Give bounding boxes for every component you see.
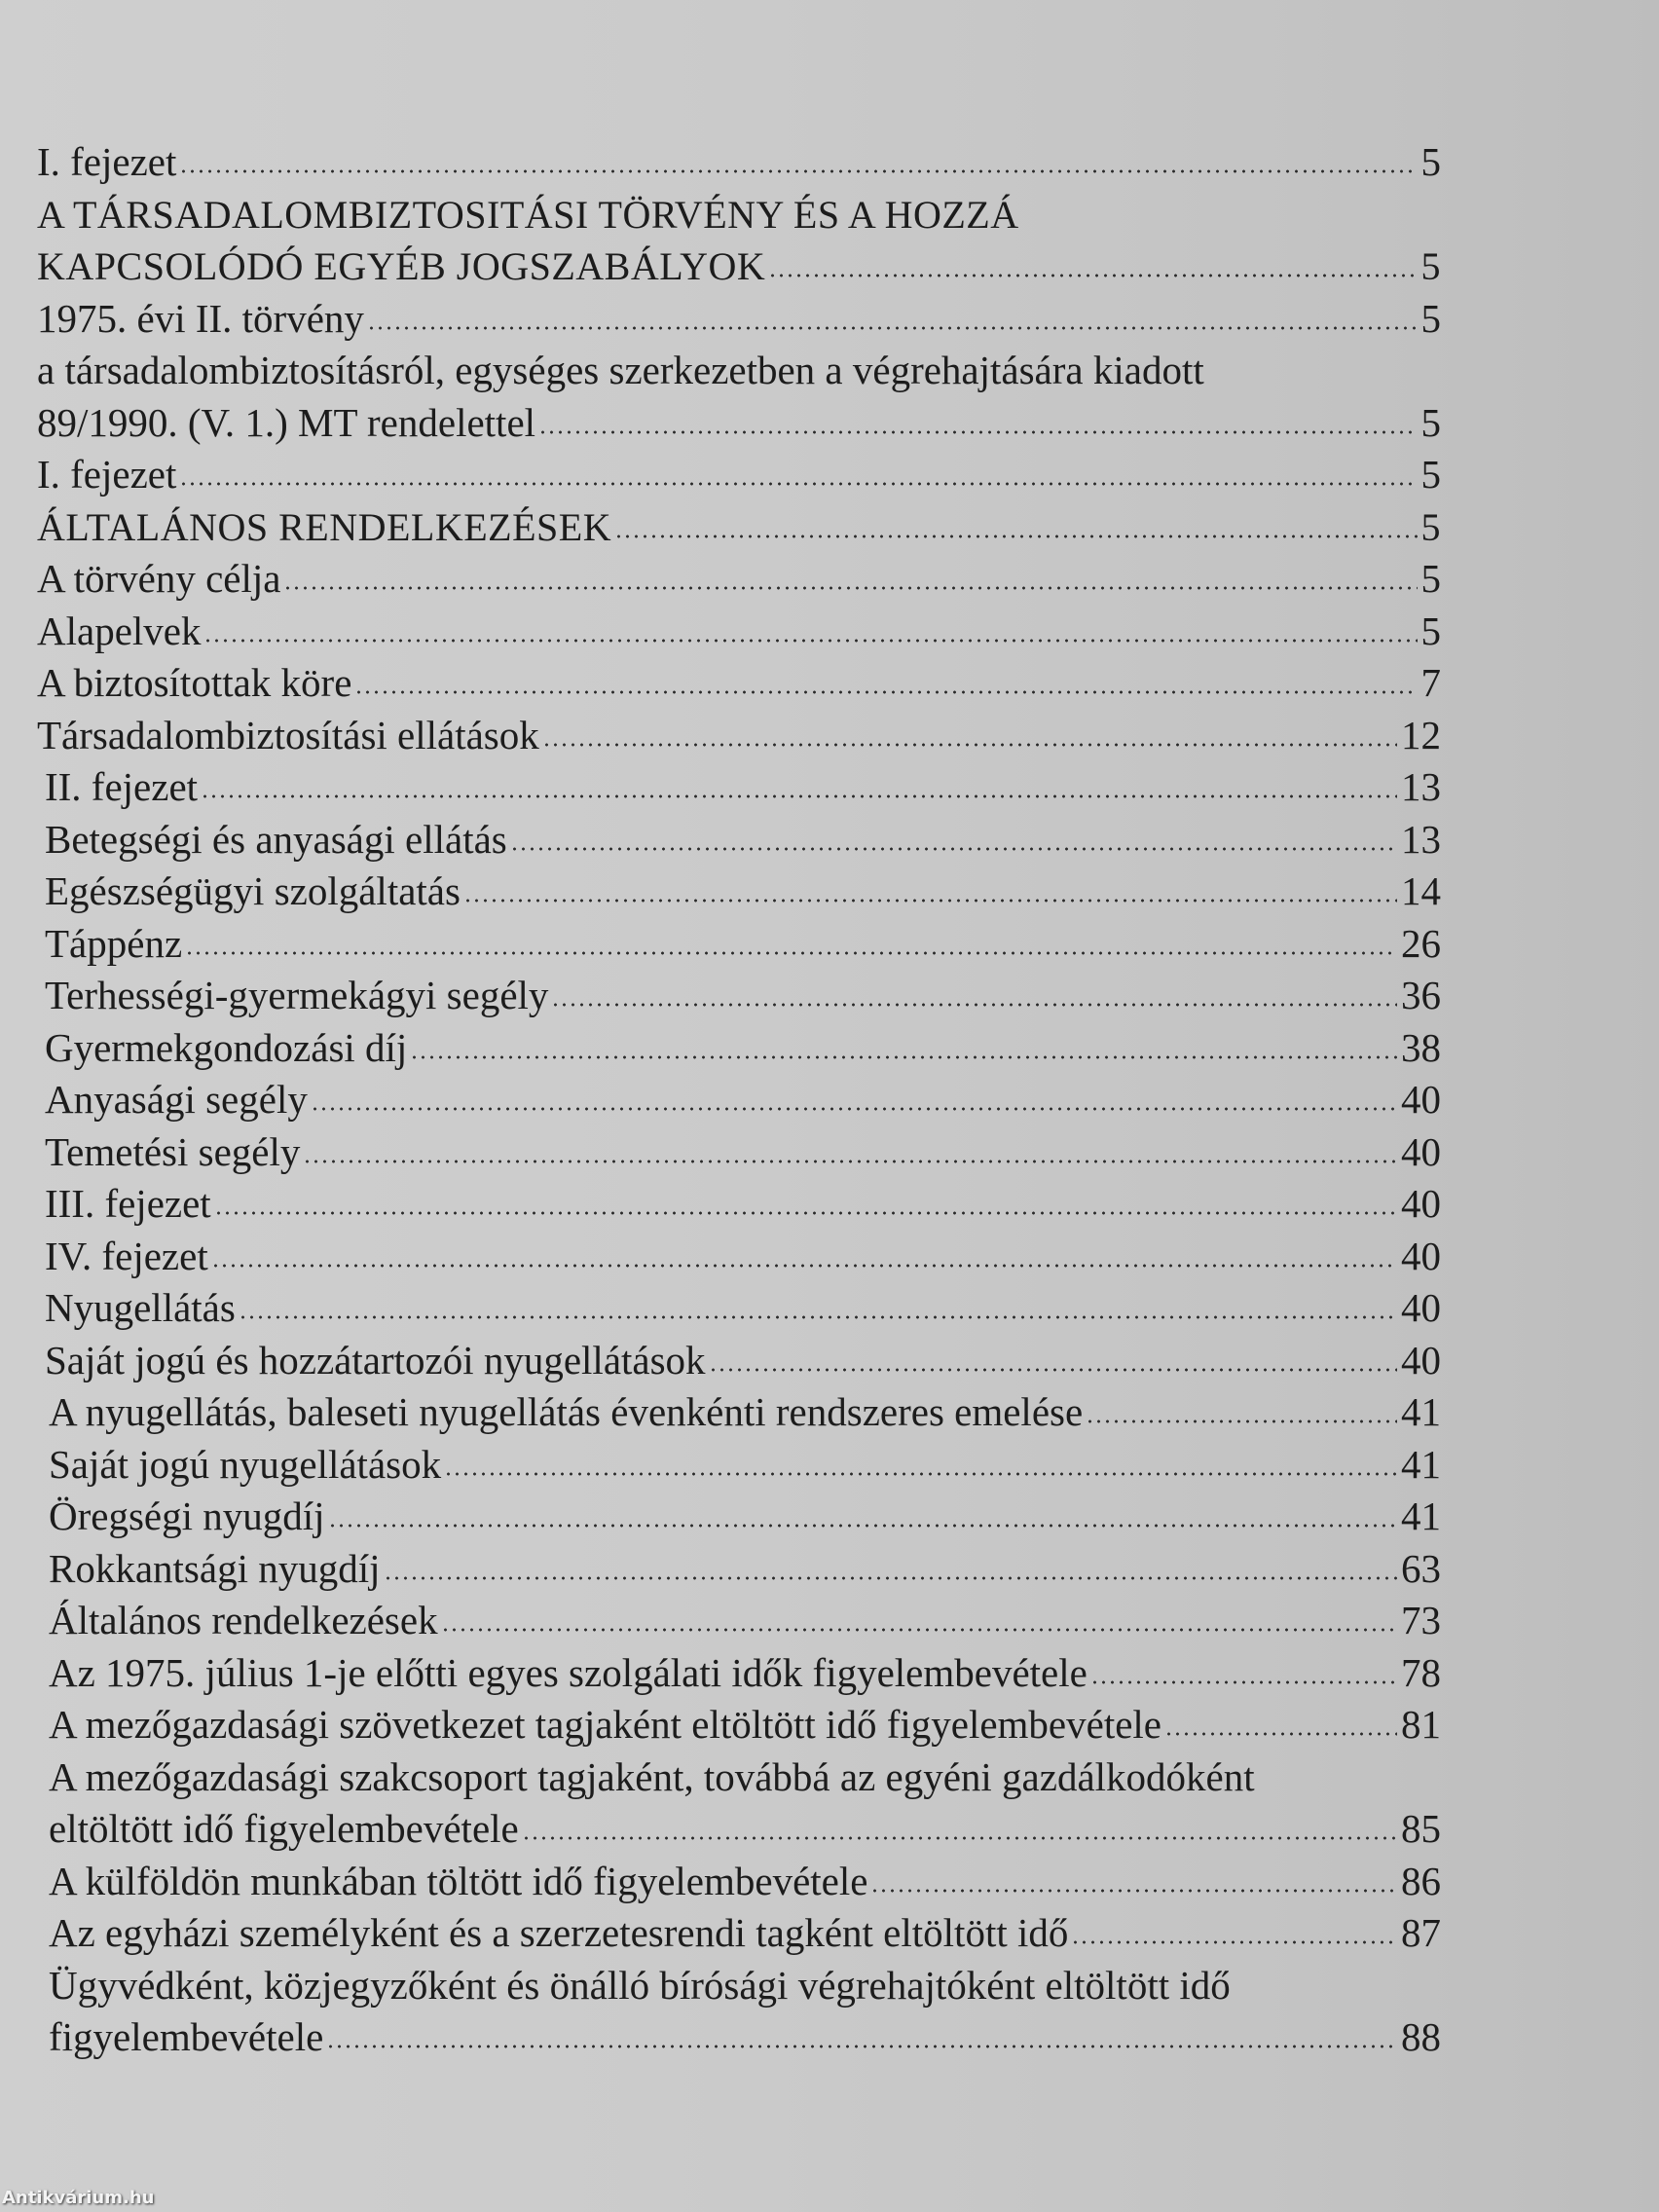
toc-entry-page: 40: [1401, 1337, 1441, 1382]
toc-entry-title: 1975. évi II. törvény: [37, 295, 364, 341]
toc-entry-title: Az egyházi személyként és a szerzetesrendi tagként eltöltött idő: [49, 1910, 1069, 1955]
toc-entry: [37, 553, 1441, 606]
dot-leader: [179, 482, 1417, 486]
toc-entry-page: 41: [1401, 1389, 1441, 1434]
toc-entry: [37, 1803, 1441, 1856]
toc-entry-title: Saját jogú és hozzátartozói nyugellátások: [45, 1337, 706, 1382]
toc-entry-title: a társadalombiztosításról, egységes szerkezetben a végrehajtására kiadott: [37, 348, 1204, 392]
dot-leader: [328, 1524, 1397, 1528]
dot-leader: [283, 586, 1417, 590]
toc-entry-page: 41: [1401, 1493, 1441, 1538]
dot-leader: [303, 1160, 1397, 1163]
toc-entry-title: Alapelvek: [37, 608, 202, 653]
toc-entry-page: 40: [1401, 1077, 1441, 1122]
toc-entry-title: IV. fejezet: [45, 1233, 208, 1278]
dot-leader: [1164, 1732, 1397, 1736]
toc-entry: [37, 1543, 1441, 1596]
toc-entry: [37, 2011, 1441, 2064]
toc-entry: [37, 1856, 1441, 1908]
dot-leader: [367, 326, 1418, 330]
toc-entry-page: 13: [1401, 816, 1441, 862]
toc-entry: [37, 606, 1441, 658]
toc-entry-page: 38: [1401, 1024, 1441, 1070]
toc-entry: [37, 501, 1441, 554]
dot-leader: [1090, 1680, 1397, 1684]
toc-entry-page: 5: [1420, 244, 1441, 288]
dot-leader: [441, 1628, 1397, 1632]
toc-entry: [37, 1960, 1441, 2012]
toc-entry-page: 85: [1401, 1806, 1441, 1851]
toc-entry: [37, 1126, 1441, 1179]
dot-leader: [768, 274, 1417, 277]
toc-entry-title: A külföldön munkában töltött idő figyelembevétele: [49, 1858, 868, 1903]
toc-entry-page: 5: [1420, 295, 1441, 341]
dot-leader: [444, 1472, 1397, 1476]
toc-entry-title: Ügyvédként, közjegyzőként és önálló bírósági végrehajtóként eltöltött idő: [49, 1962, 1231, 2008]
dot-leader: [510, 847, 1397, 851]
toc-entry-title: Rokkantsági nyugdíj: [49, 1545, 381, 1591]
toc-entry: [37, 1178, 1441, 1231]
toc-entry: [37, 657, 1441, 710]
dot-leader: [709, 1368, 1397, 1372]
toc-entry: [37, 1386, 1441, 1439]
dot-leader: [542, 743, 1397, 747]
watermark: Antikvárium.hu: [2, 2188, 155, 2208]
toc-entry-title: I. fejezet: [37, 452, 177, 497]
toc-entry-page: 40: [1401, 1181, 1441, 1226]
toc-entry-title: Nyugellátás: [45, 1285, 236, 1330]
toc-entry: [37, 761, 1441, 814]
toc-entry: [37, 449, 1441, 501]
toc-entry: [37, 1751, 1441, 1804]
toc-entry-title: Táppénz: [45, 920, 183, 966]
dot-leader: [410, 1055, 1397, 1059]
toc-entry-title: A törvény célja: [37, 556, 281, 601]
toc-entry-page: 73: [1401, 1598, 1441, 1642]
toc-entry-title: Öregségi nyugdíj: [49, 1493, 325, 1538]
toc-entry-title: KAPCSOLÓDÓ EGYÉB JOGSZABÁLYOK: [37, 244, 766, 288]
toc-entry: [37, 189, 1441, 241]
toc-entry: [37, 397, 1441, 450]
toc-entry-title: Betegségi és anyasági ellátás: [45, 816, 507, 862]
toc-entry: [37, 1491, 1441, 1543]
toc-entry-page: 81: [1401, 1702, 1441, 1747]
dot-leader: [203, 639, 1417, 643]
toc-entry: [37, 136, 1441, 189]
toc-entry-page: 78: [1401, 1649, 1441, 1695]
toc-entry-title: Anyasági segély: [45, 1077, 308, 1122]
dot-leader: [870, 1889, 1397, 1893]
dot-leader: [538, 430, 1417, 434]
toc-entry-title: ÁLTALÁNOS RENDELKEZÉSEK: [37, 504, 612, 549]
toc-entry-page: 87: [1401, 1910, 1441, 1955]
toc-entry-title: Az 1975. július 1-je előtti egyes szolgálati idők figyelembevétele: [49, 1649, 1088, 1695]
toc-entry-title: A biztosítottak köre: [37, 660, 352, 705]
toc-entry-page: 86: [1401, 1858, 1441, 1903]
toc-entry-page: 40: [1401, 1233, 1441, 1278]
toc-entry-page: 5: [1420, 139, 1441, 184]
toc-entry-title: eltöltött idő figyelembevétele: [49, 1806, 519, 1851]
toc-entry-title: figyelembevétele: [49, 2014, 324, 2059]
toc-entry: [37, 345, 1441, 397]
toc-entry-page: 5: [1420, 399, 1441, 445]
toc-entry-title: II. fejezet: [45, 764, 199, 809]
toc-entry-title: A TÁRSADALOMBIZTOSITÁSI TÖRVÉNY ÉS A HOZZÁ: [37, 192, 1019, 237]
toc-entry: [37, 1439, 1441, 1492]
toc-entry: [37, 1335, 1441, 1387]
toc-entry-page: 5: [1420, 556, 1441, 601]
dot-leader: [214, 1211, 1397, 1215]
toc-entry: [37, 1647, 1441, 1700]
toc-entry: [37, 1231, 1441, 1283]
toc-entry-page: 40: [1401, 1128, 1441, 1174]
dot-leader: [1071, 1940, 1397, 1944]
toc-entry-page: 41: [1401, 1441, 1441, 1487]
toc-entry-title: III. fejezet: [45, 1181, 211, 1226]
toc-entry: [37, 814, 1441, 866]
toc-entry: [37, 240, 1441, 293]
toc-entry-page: 13: [1401, 764, 1441, 809]
toc-entry: [37, 1074, 1441, 1126]
dot-leader: [239, 1315, 1397, 1319]
dot-leader: [179, 169, 1417, 173]
toc-entry: [37, 1595, 1441, 1647]
toc-entry-page: 5: [1420, 504, 1441, 549]
dot-leader: [1086, 1419, 1397, 1423]
dot-leader: [326, 2045, 1397, 2048]
toc-entry-page: 12: [1401, 712, 1441, 757]
dot-leader: [384, 1576, 1397, 1580]
toc-entry-page: 5: [1420, 452, 1441, 497]
toc-entry: [37, 918, 1441, 971]
toc-entry: [37, 1907, 1441, 1960]
toc-entry-page: 88: [1401, 2014, 1441, 2059]
dot-leader: [614, 535, 1417, 538]
toc-entry-page: 7: [1420, 660, 1441, 705]
toc-entry-title: Terhességi-gyermekágyi segély: [45, 973, 549, 1017]
toc-entry-title: Gyermekgondozási díj: [45, 1024, 408, 1070]
dot-leader: [354, 690, 1417, 694]
toc-entry-page: 40: [1401, 1285, 1441, 1330]
dot-leader: [201, 794, 1397, 798]
toc-entry: [37, 293, 1441, 346]
toc-entry-title: Általános rendelkezések: [49, 1598, 438, 1642]
dot-leader: [551, 1003, 1397, 1007]
toc-entry-title: 89/1990. (V. 1.) MT rendelettel: [37, 399, 536, 445]
toc-entry-title: Társadalombiztosítási ellátások: [37, 712, 539, 757]
toc-entry: [37, 866, 1441, 918]
toc-entry: [37, 710, 1441, 762]
dot-leader: [463, 899, 1397, 903]
dot-leader: [211, 1264, 1397, 1268]
toc-entry: [37, 1282, 1441, 1335]
toc-entry-title: A mezőgazdasági szövetkezet tagjaként eltöltött idő figyelembevétele: [49, 1702, 1161, 1747]
toc-entry-title: Saját jogú nyugellátások: [49, 1441, 442, 1487]
toc-entry-page: 5: [1420, 608, 1441, 653]
toc-entry: [37, 1022, 1441, 1075]
table-of-contents: [37, 136, 1441, 2064]
toc-entry-page: 63: [1401, 1545, 1441, 1591]
toc-entry-page: 14: [1401, 868, 1441, 913]
toc-entry-title: I. fejezet: [37, 139, 177, 184]
dot-leader: [522, 1836, 1397, 1840]
toc-entry-page: 36: [1401, 973, 1441, 1017]
toc-entry-page: 26: [1401, 920, 1441, 966]
toc-entry-title: A nyugellátás, baleseti nyugellátás évenkénti rendszeres emelése: [49, 1389, 1084, 1434]
dot-leader: [185, 951, 1397, 955]
toc-entry-title: A mezőgazdasági szakcsoport tagjaként, továbbá az egyéni gazdálkodóként: [49, 1753, 1255, 1799]
toc-entry-title: Egészségügyi szolgáltatás: [45, 868, 461, 913]
toc-entry-title: Temetési segély: [45, 1128, 301, 1174]
dot-leader: [311, 1107, 1397, 1111]
toc-entry: [37, 970, 1441, 1022]
toc-entry: [37, 1699, 1441, 1751]
